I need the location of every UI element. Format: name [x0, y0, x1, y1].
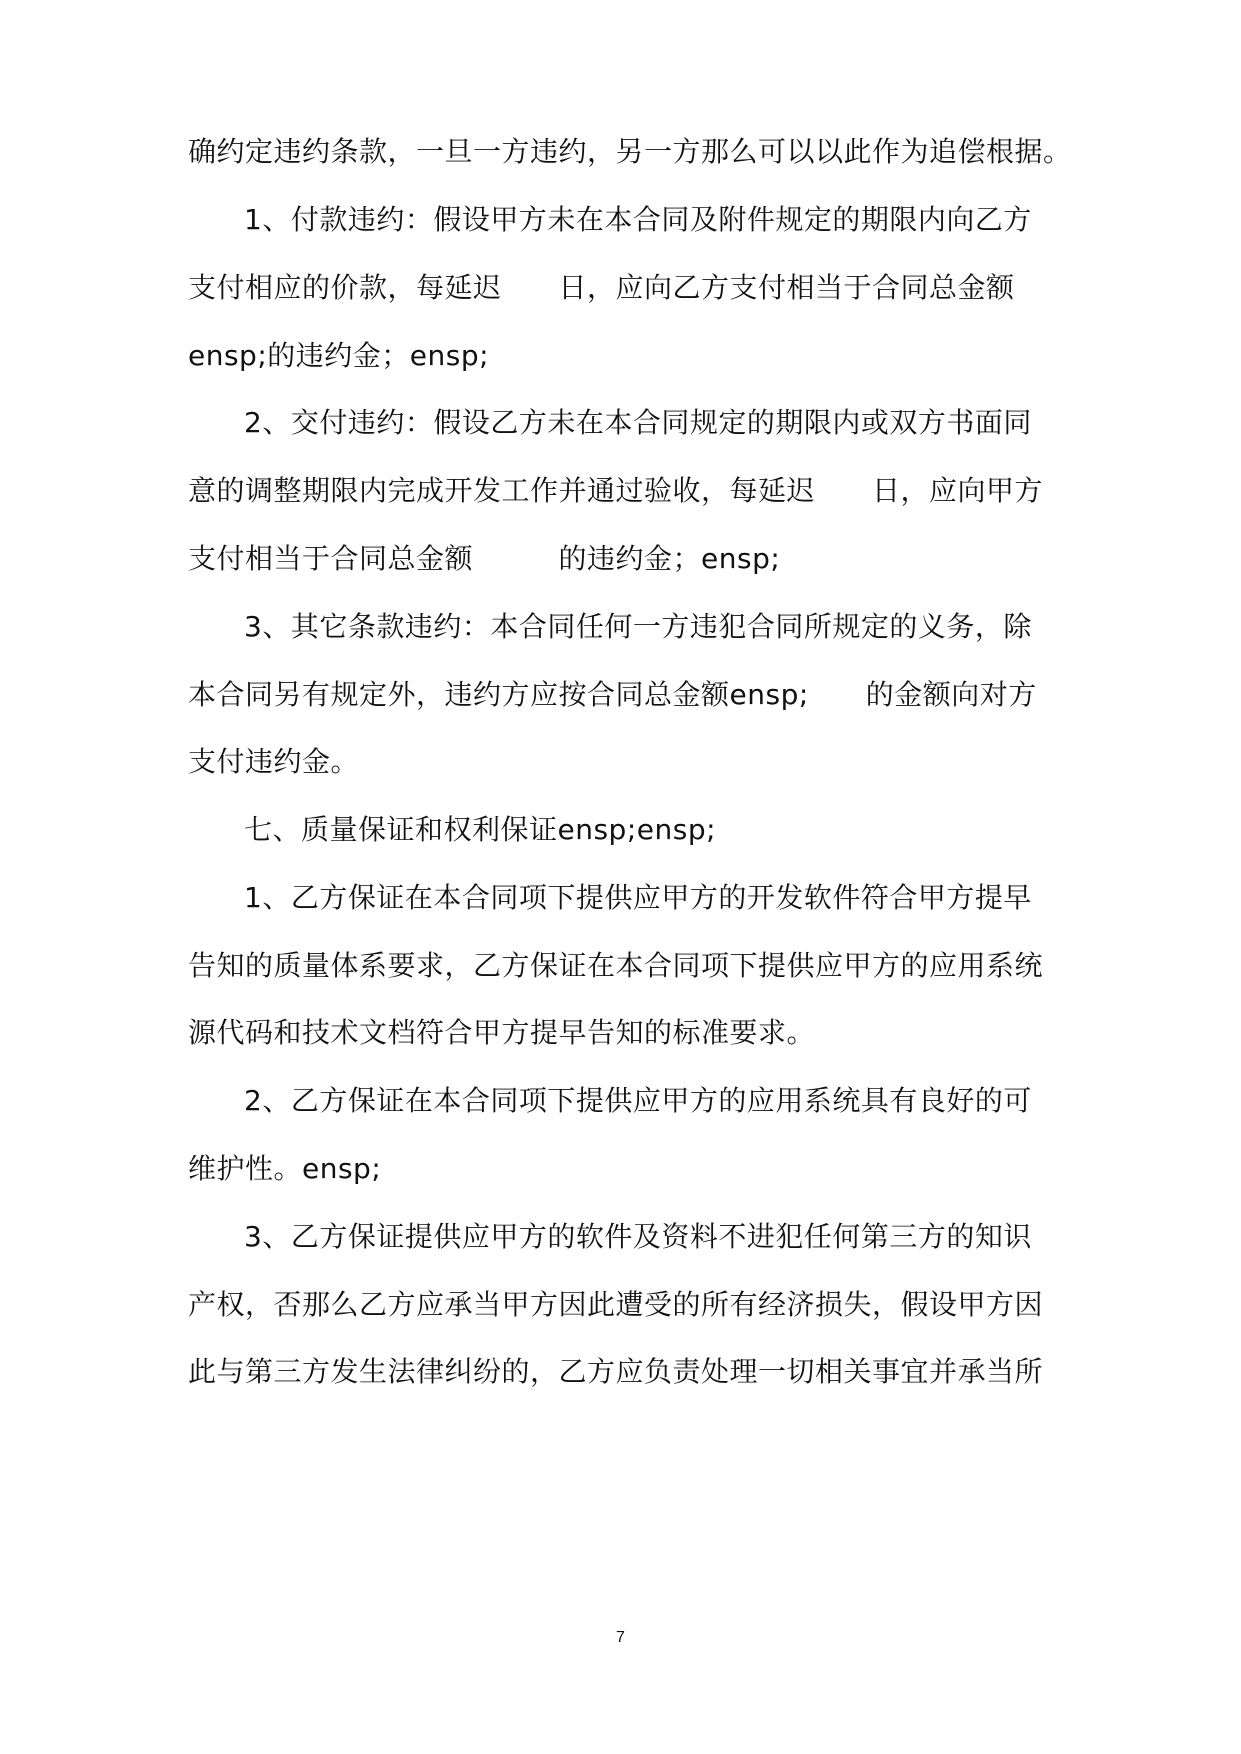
text-line-4: ensp;的违约金；ensp; — [188, 339, 490, 372]
text-line-18: 产权，否那么乙方应承当甲方因此遭受的所有经济损失，假设甲方因 — [188, 1288, 1044, 1321]
text-line-3: 支付相应的价款，每延迟 日，应向乙方支付相当于合同总金额 — [188, 271, 1015, 304]
text-line-8: 3、其它条款违约：本合同任何一方违犯合同所规定的义务，除 — [244, 610, 1032, 643]
text-line-16: 维护性。ensp; — [188, 1152, 382, 1185]
text-line-1: 确约定违约条款，一旦一方违约，另一方那么可以以此作为追偿根据。 — [188, 135, 1072, 168]
text-line-17: 3、乙方保证提供应甲方的软件及资料不进犯任何第三方的知识 — [244, 1220, 1032, 1253]
text-line-19: 此与第三方发生法律纠纷的，乙方应负责处理一切相关事宜并承当所 — [188, 1355, 1044, 1388]
text-line-6: 意的调整期限内完成开发工作并通过验收，每延迟 日，应向甲方 — [188, 474, 1044, 507]
text-line-15: 2、乙方保证在本合同项下提供应甲方的应用系统具有良好的可 — [244, 1084, 1032, 1117]
text-line-14: 源代码和技术文档符合甲方提早告知的标准要求。 — [188, 1016, 816, 1049]
text-line-12: 1、乙方保证在本合同项下提供应甲方的开发软件符合甲方提早 — [244, 881, 1032, 914]
text-line-7: 支付相当于合同总金额 的违约金；ensp; — [188, 542, 781, 575]
text-line-13: 告知的质量体系要求，乙方保证在本合同项下提供应甲方的应用系统 — [188, 949, 1044, 982]
text-line-10: 支付违约金。 — [188, 745, 360, 778]
text-line-9: 本合同另有规定外，违约方应按合同总金额ensp; 的金额向对方 — [188, 678, 1037, 711]
page-number: 7 — [616, 1629, 625, 1646]
text-line-2: 1、付款违约：假设甲方未在本合同及附件规定的期限内向乙方 — [244, 203, 1032, 236]
text-line-5: 2、交付违约：假设乙方未在本合同规定的期限内或双方书面同 — [244, 406, 1032, 439]
section-heading: 七、质量保证和权利保证ensp;ensp; — [244, 813, 717, 846]
